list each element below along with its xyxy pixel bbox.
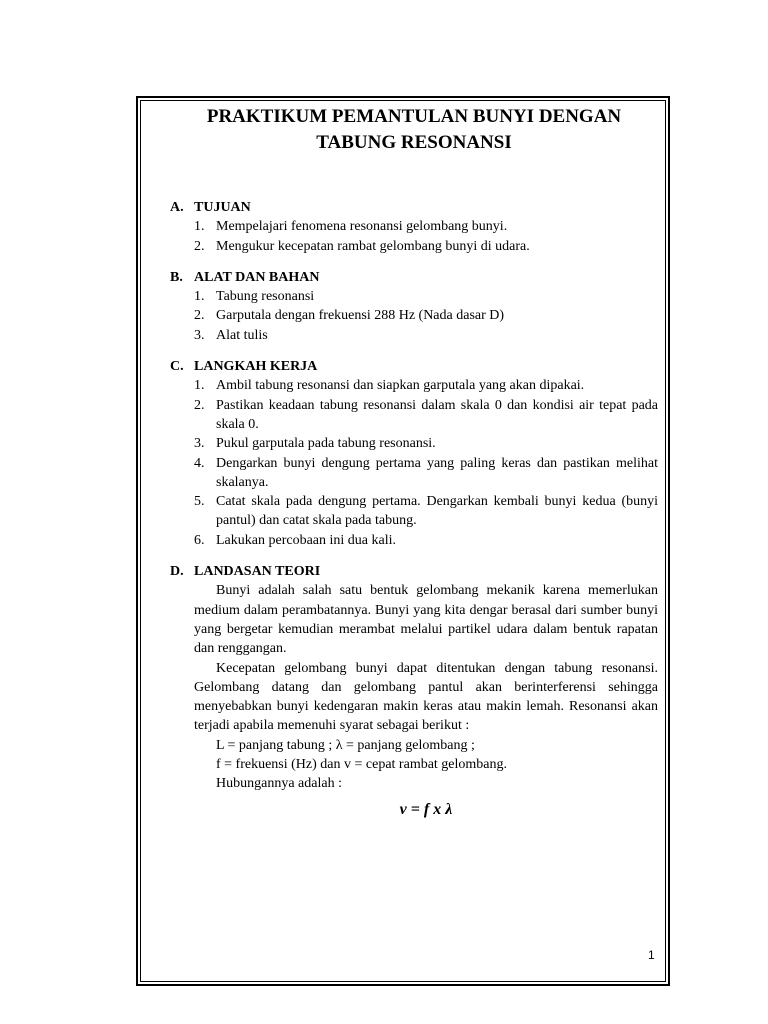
item-text: Pukul garputala pada tabung resonansi. — [216, 436, 436, 452]
formula: v = f x λ — [399, 800, 453, 818]
section-alat-dan-bahan — [170, 268, 658, 345]
section-letter: B. — [170, 269, 183, 285]
list-item — [170, 326, 658, 345]
list-item — [170, 306, 658, 325]
list-item — [170, 217, 658, 236]
item-number: 3. — [194, 436, 205, 452]
document-title: PRAKTIKUM PEMANTULAN BUNYI DENGAN TABUNG RESONANSI — [206, 106, 622, 153]
item-number: 2. — [194, 397, 205, 413]
theory-paragraph: Bunyi adalah salah satu bentuk gelombang mekanik karena memerlukan medium dalam perambatannya. Bunyi yang kita dengar berasal dari sumber bunyi yang bergetar kemudian merambat melalui partikel udara dalam bentuk rapatan dan renggangan. — [194, 583, 658, 657]
item-number: 1. — [194, 289, 205, 305]
section-heading — [170, 268, 658, 287]
section-heading — [170, 562, 658, 581]
list-item — [170, 492, 658, 531]
item-list — [170, 376, 658, 550]
section-letter: C. — [170, 359, 184, 375]
item-list — [170, 287, 658, 345]
section-title: LANGKAH KERJA — [194, 359, 318, 375]
item-text: Ambil tabung resonansi dan siapkan garputala yang akan dipakai. — [216, 378, 585, 394]
item-text: Dengarkan bunyi dengung pertama yang paling keras dan pastikan melihat skalanya. — [216, 455, 658, 490]
item-text: Mempelajari fenomena resonansi gelombang bunyi. — [216, 219, 508, 235]
list-item — [170, 376, 658, 395]
section-landasan-teori — [170, 562, 658, 819]
section-letter: A. — [170, 200, 184, 215]
section-title: TUJUAN — [194, 200, 251, 215]
item-text: Garputala dengan frekuensi 288 Hz (Nada dasar D) — [216, 308, 505, 324]
list-item — [170, 396, 658, 435]
item-number: 5. — [194, 494, 205, 510]
section-heading — [170, 357, 658, 376]
item-number: 2. — [194, 238, 205, 254]
definition-line: L = panjang tabung ; λ = panjang gelombang ; — [216, 737, 475, 753]
list-item — [170, 237, 658, 256]
definition-line: f = frekuensi (Hz) dan v = cepat rambat gelombang. — [216, 757, 508, 773]
definition-line: Hubungannya adalah : — [216, 776, 342, 792]
item-text: Lakukan percobaan ini dua kali. — [216, 532, 396, 548]
item-number: 1. — [194, 378, 205, 394]
section-title: ALAT DAN BAHAN — [194, 269, 320, 285]
item-text: Catat skala pada dengung pertama. Dengarkan kembali bunyi kedua (bunyi pantul) dan catat skala pada tabung. — [216, 494, 658, 529]
item-number: 2. — [194, 308, 205, 324]
section-title: LANDASAN TEORI — [194, 564, 321, 580]
document-body — [170, 104, 658, 819]
list-item — [170, 531, 658, 550]
item-text: Mengukur kecepatan rambat gelombang bunyi di udara. — [216, 238, 530, 254]
theory-paragraph: Kecepatan gelombang bunyi dapat ditentukan dengan tabung resonansi. Gelombang datang dan gelombang pantul akan berinterferensi sehingga menyebabkan bunyi kedengaran makin keras atau makin lemah. Resonansi akan terjadi apabila memenuhi syarat sebagai berikut : — [194, 660, 658, 734]
item-number: 3. — [194, 327, 205, 343]
list-item — [170, 434, 658, 453]
item-number: 6. — [194, 532, 205, 548]
item-list — [170, 217, 658, 256]
section-letter: D. — [170, 564, 184, 580]
list-item — [170, 287, 658, 306]
item-text: Alat tulis — [216, 327, 268, 343]
section-tujuan — [170, 198, 658, 256]
list-item — [170, 454, 658, 493]
section-heading — [170, 198, 658, 217]
page-number: 1 — [648, 948, 655, 962]
item-number: 1. — [194, 219, 205, 235]
section-langkah-kerja — [170, 357, 658, 550]
item-text: Pastikan keadaan tabung resonansi dalam skala 0 dan kondisi air tepat pada skala 0. — [216, 397, 658, 432]
item-number: 4. — [194, 455, 205, 471]
item-text: Tabung resonansi — [216, 289, 315, 305]
